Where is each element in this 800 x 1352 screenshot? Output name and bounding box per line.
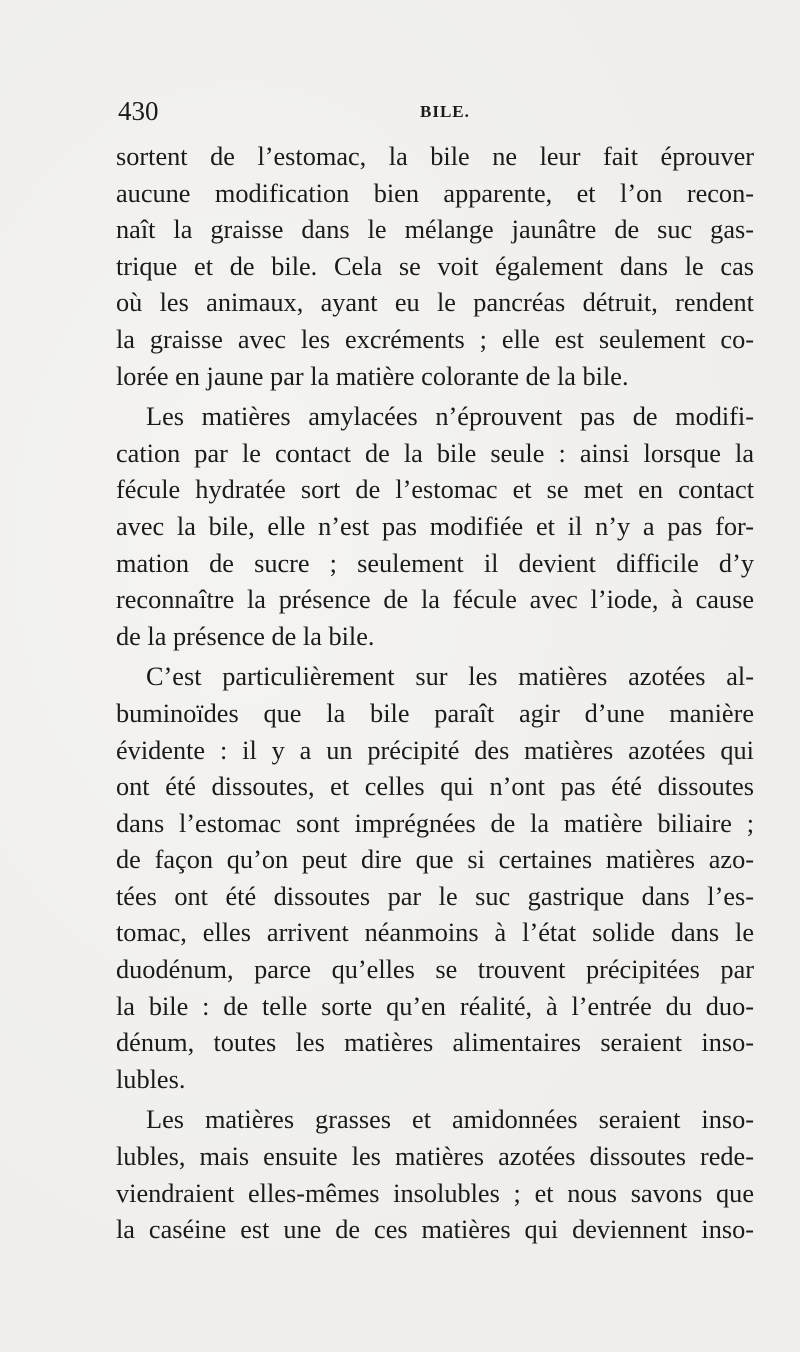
- text-line: évidente : il y a un précipité des matières azotées qui: [116, 735, 754, 765]
- text-line: naît la graisse dans le mélange jaunâtre de suc gas-: [116, 215, 754, 245]
- running-title: BILE.: [420, 102, 470, 121]
- text-line: viendraient elles-mêmes insolubles ; et nous savons que: [116, 1178, 754, 1208]
- text-line: Les matières grasses et amidonnées seraient inso-: [146, 1105, 754, 1135]
- text-line: tomac, elles arrivent néanmoins à l’état solide dans le: [116, 918, 754, 948]
- text-line: la bile : de telle sorte qu’en réalité, à l’entrée du duo-: [116, 991, 754, 1021]
- text-line: la graisse avec les excréments ; elle est seulement co-: [116, 324, 754, 354]
- text-line: mation de sucre ; seulement il devient difficile d’y: [116, 548, 754, 578]
- text-line: Les matières amylacées n’éprouvent pas de modifi-: [146, 402, 754, 432]
- text-line: lorée en jaune par la matière colorante de la bile.: [116, 361, 629, 391]
- text-line: trique et de bile. Cela se voit également dans le cas: [116, 251, 754, 281]
- text-line: dans l’estomac sont imprégnées de la matière biliaire ;: [116, 808, 754, 838]
- text-line: de façon qu’on peut dire que si certaines matières azo-: [116, 845, 754, 875]
- text-line: fécule hydratée sort de l’estomac et se met en contact: [116, 475, 754, 505]
- text-line: lubles, mais ensuite les matières azotées dissoutes rede-: [116, 1142, 754, 1172]
- text-line: où les animaux, ayant eu le pancréas détruit, rendent: [116, 288, 754, 318]
- text-line: aucune modification bien apparente, et l’on recon-: [116, 178, 754, 208]
- text-line: dénum, toutes les matières alimentaires seraient inso-: [116, 1028, 754, 1058]
- running-head: [118, 96, 758, 126]
- text-line: C’est particulièrement sur les matières azotées al-: [146, 662, 754, 692]
- page-number: 430: [118, 96, 159, 126]
- text-line: tées ont été dissoutes par le suc gastrique dans l’es-: [116, 881, 754, 911]
- text-line: lubles.: [116, 1064, 186, 1094]
- text-line: avec la bile, elle n’est pas modifiée et il n’y a pas for-: [116, 511, 754, 541]
- text-line: ont été dissoutes, et celles qui n’ont pas été dissoutes: [116, 772, 754, 802]
- text-line: cation par le contact de la bile seule : ainsi lorsque la: [116, 438, 754, 468]
- text-line: buminoïdes que la bile paraît agir d’une manière: [116, 698, 754, 728]
- text-line: de la présence de la bile.: [116, 621, 375, 651]
- text-line: reconnaître la présence de la fécule avec l’iode, à cause: [116, 585, 754, 615]
- text-line: la caséine est une de ces matières qui deviennent inso-: [116, 1215, 754, 1245]
- text-line: sortent de l’estomac, la bile ne leur fait éprouver: [116, 142, 754, 171]
- text-line: duodénum, parce qu’elles se trouvent précipitées par: [116, 955, 754, 985]
- body-text: [116, 139, 754, 1249]
